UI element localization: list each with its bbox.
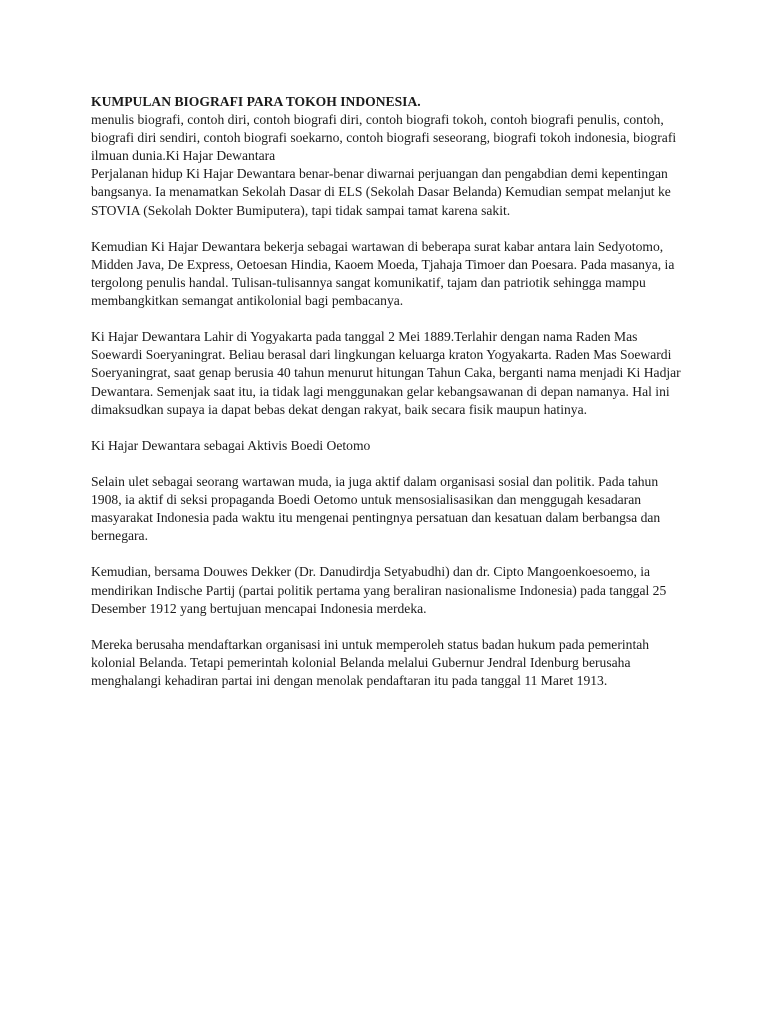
- paragraph-3: Ki Hajar Dewantara Lahir di Yogyakarta pada tanggal 2 Mei 1889.Terlahir dengan nama Raden Mas Soewardi Soeryaningrat. Beliau berasal dari lingkungan keluarga kraton Yogyakarta. Raden Mas Soewardi Soeryaningrat, saat genap berusia 40 tahun menurut hitungan Tahun Caka, berganti nama menjadi Ki Hadjar Dewantara. Semenjak saat itu, ia tidak lagi menggunakan gelar kebangsawanan di depan namanya. Hal ini dimaksudkan supaya ia dapat bebas dekat dengan rakyat, baik secara fisik maupun hatinya.: [91, 329, 681, 417]
- paragraph-1: Perjalanan hidup Ki Hajar Dewantara benar-benar diwarnai perjuangan dan pengabdian demi kepentingan bangsanya. Ia menamatkan Sekolah Dasar di ELS (Sekolah Dasar Belanda) Kemudian sempat melanjut ke STOVIA (Sekolah Dokter Bumiputera), tapi tidak sampai tamat karena sakit.: [91, 166, 671, 218]
- document-page: [91, 93, 691, 708]
- intro-paragraph: menulis biografi, contoh diri, contoh biografi diri, contoh biografi tokoh, contoh biografi penulis, contoh, biografi diri sendiri, contoh biografi soekarno, contoh biografi seseorang, biografi tokoh indonesia, biografi ilmuan dunia.Ki Hajar Dewantara: [91, 112, 677, 164]
- paragraph-5: Kemudian, bersama Douwes Dekker (Dr. Danudirdja Setyabudhi) dan dr. Cipto Mangoenkoesoemo, ia mendirikan Indische Partij (partai politik pertama yang beraliran nasionalisme Indonesia) pada tanggal 25 Desember 1912 yang bertujuan mencapai Indonesia merdeka.: [91, 564, 667, 616]
- paragraph-4: Selain ulet sebagai seorang wartawan muda, ia juga aktif dalam organisasi sosial dan politik. Pada tahun 1908, ia aktif di seksi propaganda Boedi Oetomo untuk mensosialisasikan dan menggugah kesadaran masyarakat Indonesia pada waktu itu mengenai pentingnya persatuan dan kesatuan dalam berbangsa dan bernegara.: [91, 473, 661, 544]
- paragraph-6: Mereka berusaha mendaftarkan organisasi ini untuk memperoleh status badan hukum pada pemerintah kolonial Belanda. Tetapi pemerintah kolonial Belanda melalui Gubernur Jendral Idenburg berusaha menghalangi kehadiran partai ini dengan menolak pendaftaran itu pada tanggal 11 Maret 1913.: [91, 636, 650, 688]
- section-heading: Ki Hajar Dewantara sebagai Aktivis Boedi Oetomo: [91, 437, 371, 453]
- paragraph-2: Kemudian Ki Hajar Dewantara bekerja sebagai wartawan di beberapa surat kabar antara lain Sedyotomo, Midden Java, De Express, Oetoesan Hindia, Kaoem Moeda, Tjahaja Timoer dan Poesara. Pada masanya, ia tergolong penulis handal. Tulisan-tulisannya sangat komunikatif, tajam dan patriotik sehingga mampu membangkitkan semangat antikolonial bagi pembacanya.: [91, 238, 675, 309]
- document-title: KUMPULAN BIOGRAFI PARA TOKOH INDONESIA.: [91, 94, 421, 109]
